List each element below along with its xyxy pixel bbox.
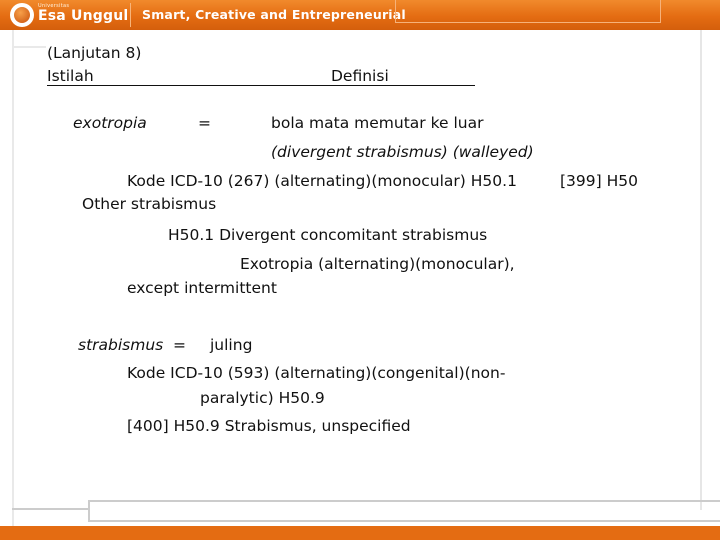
logo-text: Esa Unggul	[38, 8, 129, 24]
column-definition-heading: Definisi	[331, 67, 389, 85]
reference-exotropia: [399] H50	[560, 172, 638, 190]
term-exotropia: exotropia	[73, 114, 147, 132]
right-frame-line	[700, 30, 702, 510]
term-strabismus: strabismus	[78, 336, 164, 354]
definition-exotropia-line2: (divergent strabismus) (walleyed)	[271, 143, 534, 161]
left-frame-line	[12, 30, 14, 528]
definition-exotropia-line1: bola mata memutar ke luar	[271, 114, 484, 132]
header-divider	[130, 3, 131, 27]
column-header-row	[47, 69, 475, 86]
continued-label: (Lanjutan 8)	[47, 44, 142, 62]
university-logo-icon	[10, 3, 34, 27]
icd-code-strabismus-line1: Kode ICD-10 (593) (alternating)(congenital)(non-	[127, 364, 506, 382]
footer-frame-left	[12, 508, 88, 510]
footer-bar	[0, 526, 720, 540]
header-bar	[0, 0, 720, 30]
except-intermittent: except intermittent	[127, 279, 277, 297]
divergent-concomitant: H50.1 Divergent concomitant strabismus	[168, 226, 488, 244]
logo-subtitle: Universitas	[38, 3, 70, 9]
column-term-heading: Istilah	[47, 67, 94, 85]
tagline: Smart, Creative and Entrepreneurial	[142, 7, 406, 22]
footer-frame	[88, 500, 720, 522]
equals-sign-2: =	[173, 336, 186, 354]
exotropia-alternating: Exotropia (alternating)(monocular),	[240, 255, 515, 273]
header-decoration	[395, 0, 661, 23]
reference-strabismus: [400] H50.9 Strabismus, unspecified	[127, 417, 411, 435]
icd-code-strabismus-line2: paralytic) H50.9	[200, 389, 325, 407]
icd-code-exotropia: Kode ICD-10 (267) (alternating)(monocular) H50.1	[127, 172, 517, 190]
left-frame-tick	[12, 46, 46, 48]
definition-strabismus: juling	[210, 336, 253, 354]
equals-sign-1: =	[198, 114, 211, 132]
other-strabismus: Other strabismus	[82, 195, 217, 213]
